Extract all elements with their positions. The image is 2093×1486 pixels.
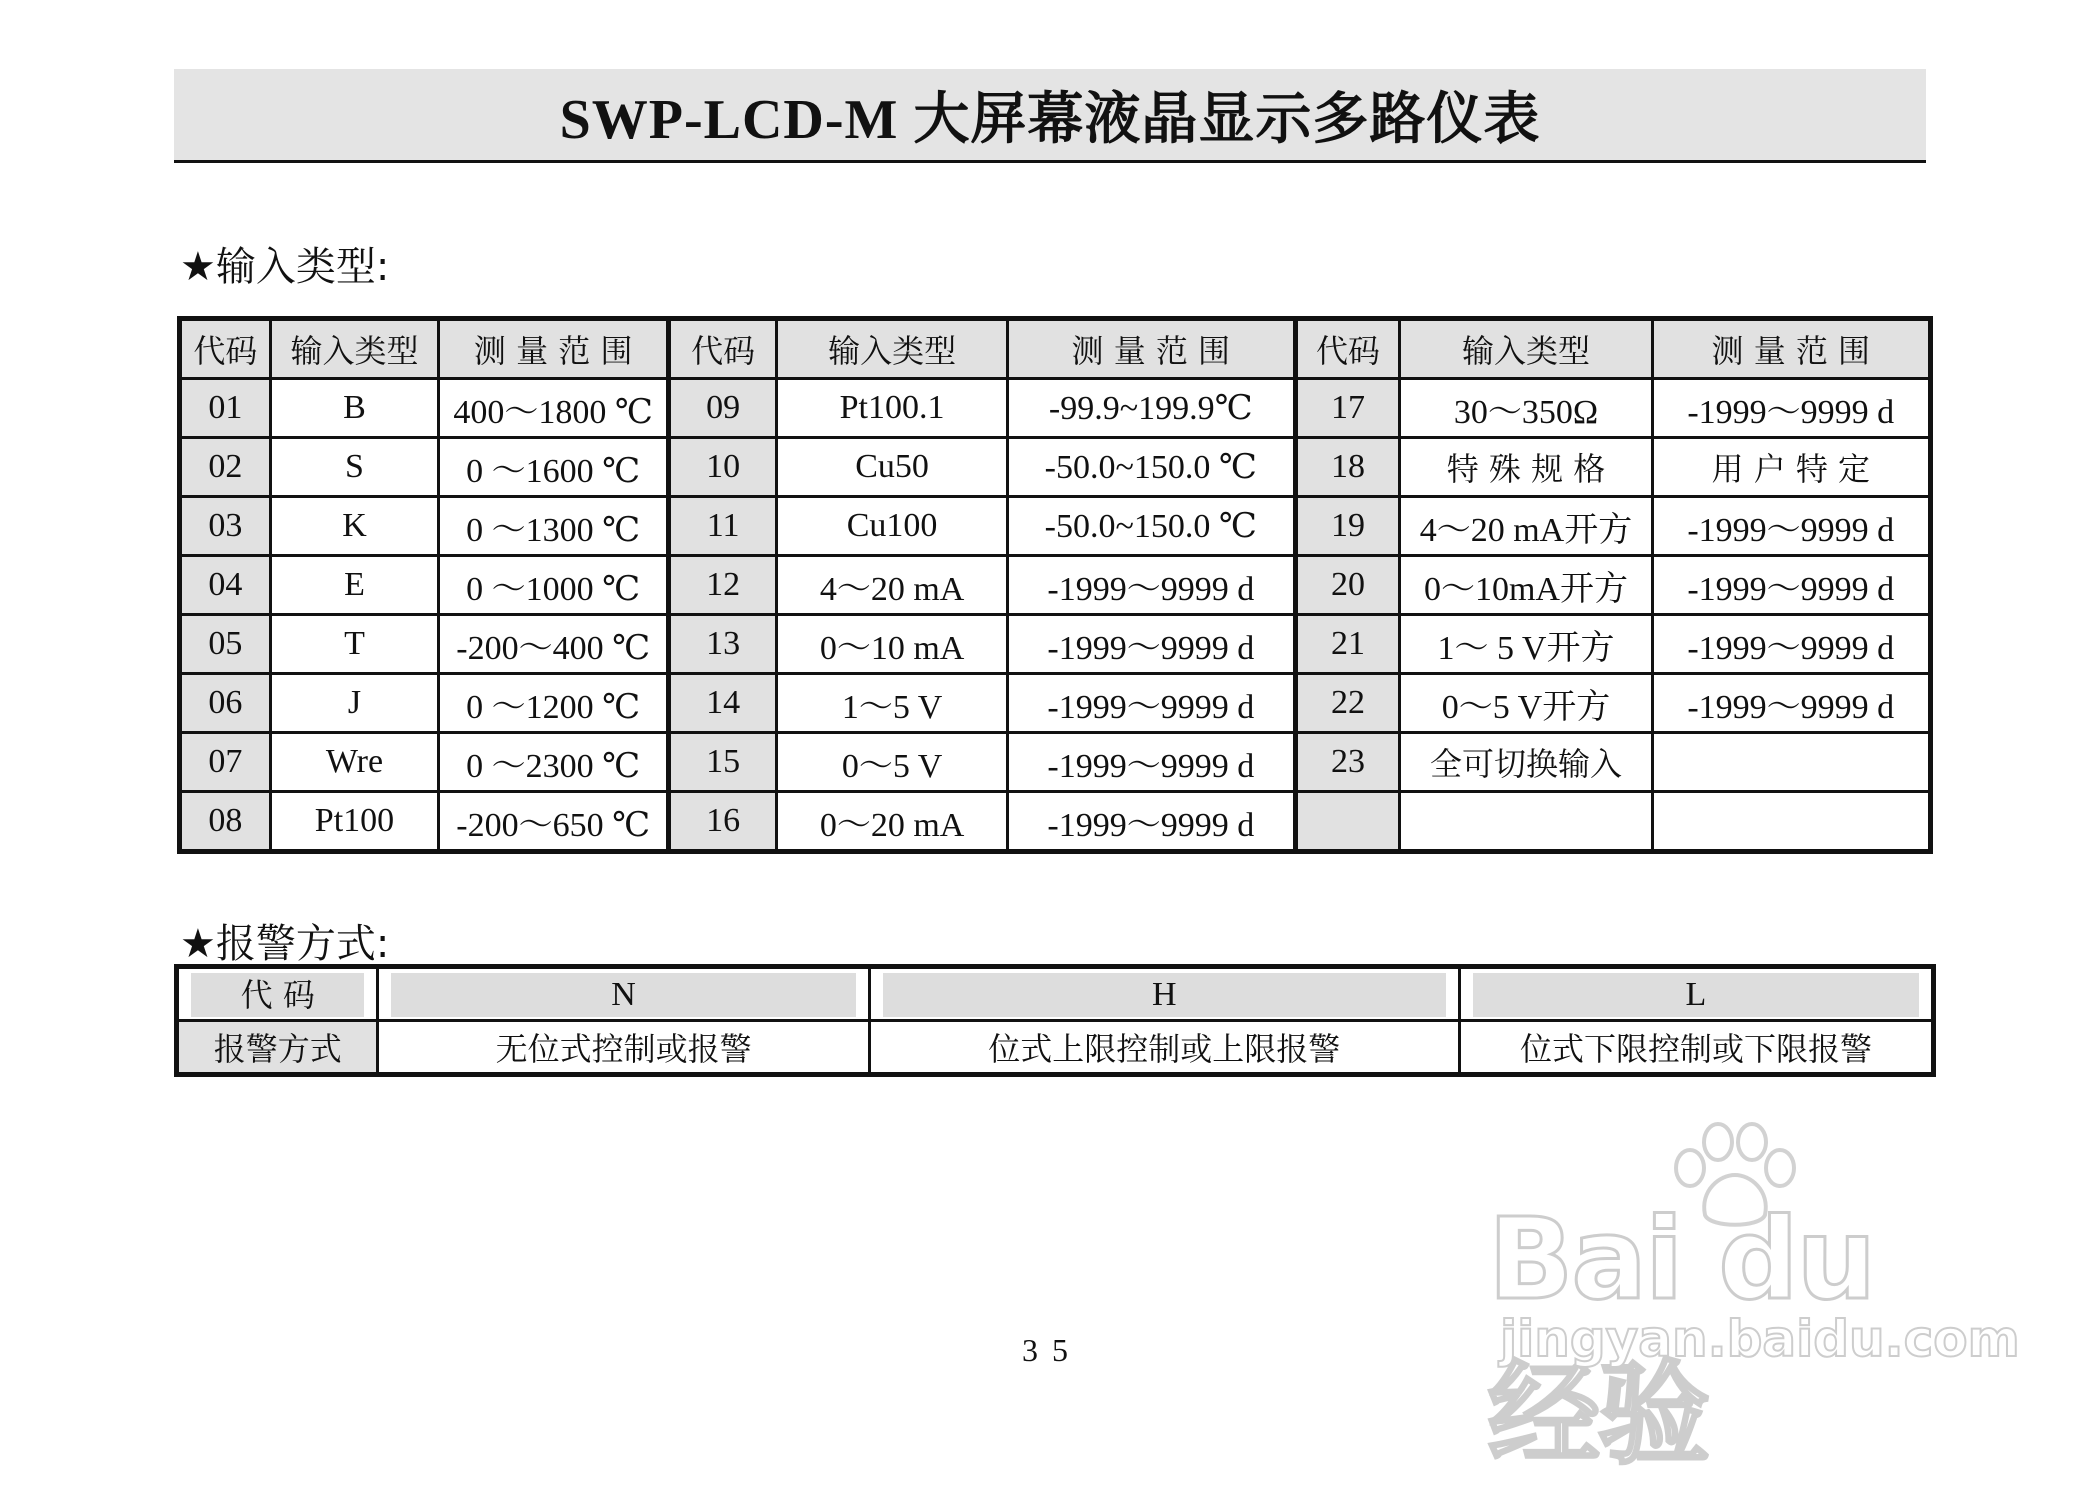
code-cell: 10: [669, 438, 777, 497]
header-range: 测 量 范 围: [439, 319, 669, 379]
input-type-cell: S: [270, 438, 438, 497]
input-type-cell: 特 殊 规 格: [1400, 438, 1652, 497]
range-cell: -200～650 ℃: [439, 792, 669, 852]
input-type-cell: 4～20 mA开方: [1400, 497, 1652, 556]
range-cell: 0 ～1200 ℃: [439, 674, 669, 733]
input-type-cell: Pt100: [270, 792, 438, 852]
code-cell: 14: [669, 674, 777, 733]
code-cell: 12: [669, 556, 777, 615]
code-cell: 22: [1295, 674, 1400, 733]
input-type-cell: 0～20 mA: [777, 792, 1008, 852]
header-input-type: 输入类型: [777, 319, 1008, 379]
code-cell: 21: [1295, 615, 1400, 674]
code-cell: 20: [1295, 556, 1400, 615]
range-cell: -200～400 ℃: [439, 615, 669, 674]
header-input-type: 输入类型: [270, 319, 438, 379]
range-cell: [1652, 792, 1930, 852]
input-type-cell: Wre: [270, 733, 438, 792]
input-type-cell: Cu100: [777, 497, 1008, 556]
alarm-mode-table: [174, 964, 1936, 1077]
range-cell: -50.0~150.0 ℃: [1008, 438, 1295, 497]
alarm-mode-section-title: ★报警方式:: [180, 921, 390, 967]
code-cell: 02: [180, 438, 271, 497]
alarm-code-cell: [869, 967, 1459, 1021]
page-number: 35: [1022, 1332, 1082, 1368]
input-type-table: [177, 316, 1933, 854]
code-cell: 16: [669, 792, 777, 852]
code-cell: 15: [669, 733, 777, 792]
input-type-cell: 全可切换输入: [1400, 733, 1652, 792]
header-code: 代码: [669, 319, 777, 379]
code-cell: 19: [1295, 497, 1400, 556]
page-header: [174, 69, 1926, 163]
code-cell: 03: [180, 497, 271, 556]
input-type-cell: T: [270, 615, 438, 674]
table-row: [180, 497, 1931, 556]
range-cell: 400～1800 ℃: [439, 379, 669, 438]
header-code: 代码: [1295, 319, 1400, 379]
range-cell: -1999～9999 d: [1008, 556, 1295, 615]
range-cell: -1999～9999 d: [1652, 556, 1930, 615]
range-cell: 0 ～2300 ℃: [439, 733, 669, 792]
alarm-mode-l: 位式下限控制或下限报警: [1459, 1021, 1933, 1075]
code-cell: 05: [180, 615, 271, 674]
code-cell: 04: [180, 556, 271, 615]
range-cell: -1999～9999 d: [1652, 674, 1930, 733]
range-cell: -1999～9999 d: [1008, 674, 1295, 733]
code-cell: 18: [1295, 438, 1400, 497]
range-cell: -1999～9999 d: [1008, 792, 1295, 852]
code-cell: 17: [1295, 379, 1400, 438]
alarm-code-h: H: [883, 973, 1446, 1017]
input-type-cell: 1～ 5 V开方: [1400, 615, 1652, 674]
input-table-header-row: [180, 319, 1931, 379]
input-type-cell: 0～10mA开方: [1400, 556, 1652, 615]
input-type-cell: 30～350Ω: [1400, 379, 1652, 438]
header-range: 测 量 范 围: [1008, 319, 1295, 379]
range-cell: -99.9~199.9℃: [1008, 379, 1295, 438]
range-cell: 0 ～1600 ℃: [439, 438, 669, 497]
table-row: [180, 556, 1931, 615]
alarm-mode-row: [177, 1021, 1934, 1075]
range-cell: -1999～9999 d: [1652, 615, 1930, 674]
input-type-cell: 0～5 V: [777, 733, 1008, 792]
header-code: 代码: [180, 319, 271, 379]
table-row: [180, 733, 1931, 792]
input-type-cell: 1～5 V: [777, 674, 1008, 733]
watermark-brand: Bai du 经验: [1488, 1195, 1875, 1480]
code-cell: 08: [180, 792, 271, 852]
input-type-cell: E: [270, 556, 438, 615]
input-type-cell: B: [270, 379, 438, 438]
alarm-code-label: 代 码: [191, 973, 364, 1017]
alarm-mode-h: 位式上限控制或上限报警: [869, 1021, 1459, 1075]
table-row: [180, 792, 1931, 852]
table-row: [180, 379, 1931, 438]
code-cell: 01: [180, 379, 271, 438]
header-input-type: 输入类型: [1400, 319, 1652, 379]
code-cell: 11: [669, 497, 777, 556]
code-cell: 13: [669, 615, 777, 674]
range-cell: 0 ～1000 ℃: [439, 556, 669, 615]
range-cell: -50.0~150.0 ℃: [1008, 497, 1295, 556]
table-row: [180, 674, 1931, 733]
alarm-code-cell: [378, 967, 869, 1021]
alarm-code-row: [177, 967, 1934, 1021]
input-type-cell: 0～10 mA: [777, 615, 1008, 674]
range-cell: -1999～9999 d: [1008, 615, 1295, 674]
header-range: 测 量 范 围: [1652, 319, 1930, 379]
input-type-cell: [1400, 792, 1652, 852]
table-row: [180, 438, 1931, 497]
watermark-url: jingyan.baidu.com: [1500, 1310, 2020, 1368]
input-type-cell: K: [270, 497, 438, 556]
table-row: [180, 615, 1931, 674]
alarm-mode-label: 报警方式: [177, 1021, 378, 1075]
range-cell: -1999～9999 d: [1008, 733, 1295, 792]
input-type-cell: 4～20 mA: [777, 556, 1008, 615]
alarm-mode-n: 无位式控制或报警: [378, 1021, 869, 1075]
input-type-cell: J: [270, 674, 438, 733]
range-cell: -1999～9999 d: [1652, 497, 1930, 556]
alarm-code-cell: [1459, 967, 1933, 1021]
range-cell: [1652, 733, 1930, 792]
input-type-section-title: ★输入类型:: [180, 244, 390, 290]
range-cell: 用 户 特 定: [1652, 438, 1930, 497]
page-title: SWP-LCD-M 大屏幕液晶显示多路仪表: [559, 88, 1541, 151]
alarm-code-label-cell: [177, 967, 378, 1021]
input-type-cell: Cu50: [777, 438, 1008, 497]
code-cell: 09: [669, 379, 777, 438]
alarm-code-n: N: [391, 973, 855, 1017]
code-cell: 07: [180, 733, 271, 792]
alarm-code-l: L: [1473, 973, 1919, 1017]
code-cell: [1295, 792, 1400, 852]
input-type-cell: 0～5 V开方: [1400, 674, 1652, 733]
input-type-cell: Pt100.1: [777, 379, 1008, 438]
code-cell: 06: [180, 674, 271, 733]
range-cell: -1999～9999 d: [1652, 379, 1930, 438]
range-cell: 0 ～1300 ℃: [439, 497, 669, 556]
baidu-watermark: [1480, 1120, 2020, 1480]
code-cell: 23: [1295, 733, 1400, 792]
